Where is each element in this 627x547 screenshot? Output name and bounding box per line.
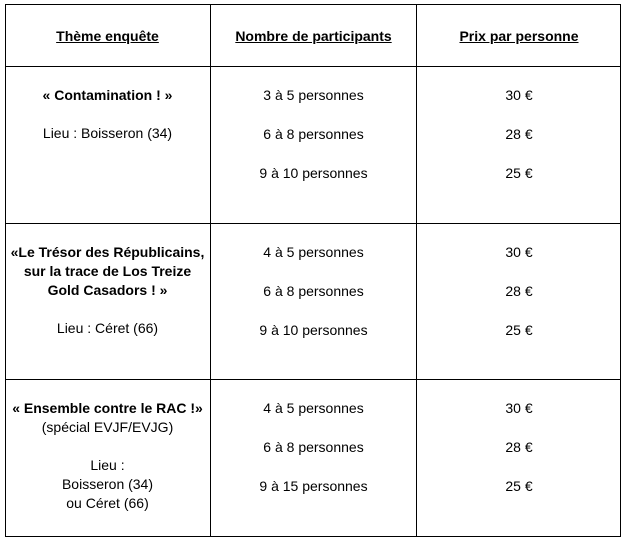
theme-cell bbox=[5, 86, 210, 143]
pricing-table bbox=[5, 4, 621, 536]
theme-location-line: Lieu : bbox=[90, 457, 125, 473]
theme-location-line: ou Céret (66) bbox=[66, 495, 149, 511]
header-participants: Nombre de participants bbox=[235, 28, 392, 44]
participants-option: 6 à 8 personnes bbox=[263, 126, 364, 142]
participants-option: 6 à 8 personnes bbox=[263, 283, 364, 299]
row-divider bbox=[5, 379, 621, 380]
price-option: 25 € bbox=[505, 322, 533, 338]
theme-cell bbox=[5, 399, 210, 513]
price-option: 25 € bbox=[505, 165, 533, 181]
participants-option: 4 à 5 personnes bbox=[263, 244, 364, 260]
price-option: 30 € bbox=[505, 87, 533, 103]
header-divider bbox=[5, 66, 621, 67]
header-theme: Thème enquête bbox=[56, 28, 159, 44]
price-option: 28 € bbox=[505, 439, 533, 455]
table-border-right bbox=[620, 4, 621, 537]
theme-title: « Contamination ! » bbox=[42, 87, 173, 103]
participants-option: 9 à 10 personnes bbox=[259, 165, 368, 181]
participants-option: 6 à 8 personnes bbox=[263, 439, 364, 455]
participants-option: 4 à 5 personnes bbox=[263, 400, 364, 416]
column-divider bbox=[416, 4, 417, 537]
theme-location: Lieu : Boisseron (34) bbox=[42, 125, 173, 141]
participants-option: 3 à 5 personnes bbox=[263, 87, 364, 103]
theme-title: « Ensemble contre le RAC !» bbox=[12, 400, 203, 416]
theme-title-line: «Le Trésor des Républicains, bbox=[10, 244, 205, 260]
price-option: 28 € bbox=[505, 126, 533, 142]
theme-title-line: Gold Casadors ! » bbox=[47, 282, 168, 298]
price-option: 25 € bbox=[505, 478, 533, 494]
theme-title-line: sur la trace de Los Treize bbox=[23, 263, 192, 279]
column-divider bbox=[210, 4, 211, 537]
price-option: 30 € bbox=[505, 244, 533, 260]
theme-location-line: Boisseron (34) bbox=[61, 476, 154, 492]
price-option: 28 € bbox=[505, 283, 533, 299]
theme-location: Lieu : Céret (66) bbox=[56, 320, 159, 336]
price-option: 30 € bbox=[505, 400, 533, 416]
theme-subtitle: (spécial EVJF/EVJG) bbox=[41, 419, 174, 435]
participants-option: 9 à 15 personnes bbox=[259, 478, 368, 494]
row-divider bbox=[5, 223, 621, 224]
table-border-bottom bbox=[5, 536, 621, 537]
table-border-top bbox=[5, 4, 621, 5]
theme-cell bbox=[5, 243, 210, 338]
header-price: Prix par personne bbox=[459, 28, 579, 44]
participants-option: 9 à 10 personnes bbox=[259, 322, 368, 338]
